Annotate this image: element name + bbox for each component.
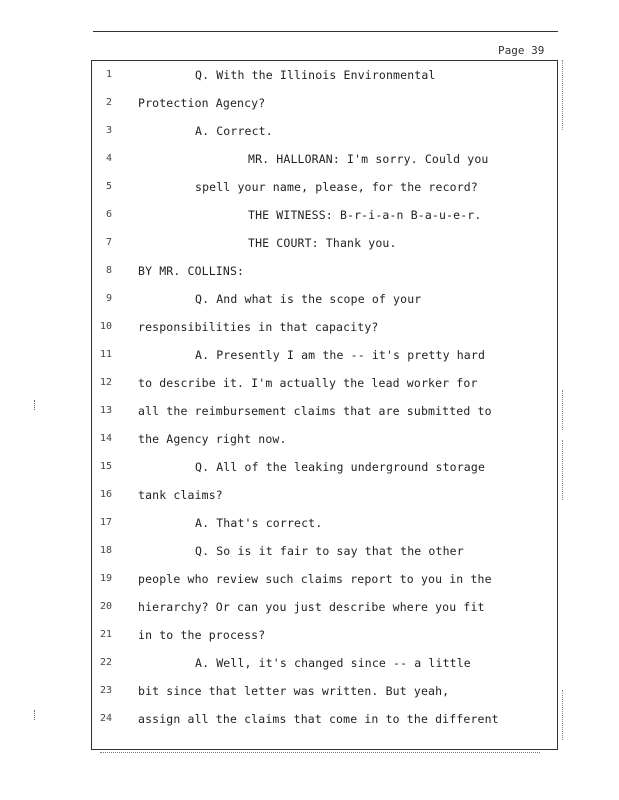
line-text: people who review such claims report to you in the	[138, 572, 492, 586]
transcript-line	[0, 430, 619, 448]
scan-artifact-right	[562, 60, 565, 130]
transcript-line	[0, 94, 619, 112]
line-text: BY MR. COLLINS:	[138, 264, 245, 278]
transcript-line	[0, 654, 619, 672]
line-number: 15	[99, 461, 112, 472]
line-number: 9	[105, 293, 112, 304]
line-text: spell your name, please, for the record?	[195, 180, 478, 194]
line-text: in to the process?	[138, 628, 266, 642]
line-number: 23	[99, 685, 112, 696]
line-number: 22	[99, 657, 112, 668]
line-text: all the reimbursement claims that are submitted to	[138, 404, 492, 418]
transcript-line	[0, 178, 619, 196]
line-text: A. Well, it's changed since -- a little	[195, 656, 471, 670]
transcript-line	[0, 458, 619, 476]
line-text: A. Correct.	[195, 124, 273, 138]
line-text: the Agency right now.	[138, 432, 287, 446]
scan-artifact-left	[34, 400, 37, 410]
transcript-line	[0, 290, 619, 308]
line-text: THE COURT: Thank you.	[248, 236, 397, 250]
transcript-line	[0, 262, 619, 280]
line-text: MR. HALLORAN: I'm sorry. Could you	[248, 152, 489, 166]
line-text: bit since that letter was written. But yeah,	[138, 684, 450, 698]
transcript-line	[0, 598, 619, 616]
transcript-line	[0, 66, 619, 84]
line-text: THE WITNESS: B-r-i-a-n B-a-u-e-r.	[248, 208, 482, 222]
transcript-line	[0, 122, 619, 140]
line-text: Q. All of the leaking underground storage	[195, 460, 486, 474]
line-text: hierarchy? Or can you just describe where you fit	[138, 600, 485, 614]
line-number: 16	[99, 489, 112, 500]
scan-artifact-right	[562, 440, 565, 500]
line-number: 2	[105, 97, 112, 108]
top-rule	[93, 31, 558, 32]
transcript-line	[0, 402, 619, 420]
line-number: 11	[99, 349, 112, 360]
page-number: Page 39	[498, 44, 545, 57]
line-number: 5	[105, 181, 112, 192]
line-text: tank claims?	[138, 488, 223, 502]
transcript-line	[0, 374, 619, 392]
scan-artifact-left	[34, 710, 37, 720]
line-number: 21	[99, 629, 112, 640]
line-number: 17	[99, 517, 112, 528]
scan-artifact-bottom	[100, 752, 540, 753]
line-text: Q. So is it fair to say that the other	[195, 544, 464, 558]
transcript-line	[0, 206, 619, 224]
transcript-line	[0, 346, 619, 364]
transcript-line	[0, 710, 619, 728]
transcript-line	[0, 234, 619, 252]
line-number: 13	[99, 405, 112, 416]
transcript-line	[0, 626, 619, 644]
line-number: 4	[105, 153, 112, 164]
line-number: 20	[99, 601, 112, 612]
line-number: 24	[99, 713, 112, 724]
line-number: 6	[105, 209, 112, 220]
scan-artifact-right	[562, 390, 565, 430]
transcript-line	[0, 150, 619, 168]
line-text: to describe it. I'm actually the lead worker for	[138, 376, 478, 390]
line-number: 12	[99, 377, 112, 388]
line-text: Q. And what is the scope of your	[195, 292, 422, 306]
line-text: Q. With the Illinois Environmental	[195, 68, 436, 82]
line-number: 10	[99, 321, 112, 332]
line-text: Protection Agency?	[138, 96, 266, 110]
transcript-line	[0, 542, 619, 560]
line-number: 3	[105, 125, 112, 136]
line-text: A. That's correct.	[195, 516, 323, 530]
transcript-line	[0, 570, 619, 588]
line-number: 8	[105, 265, 112, 276]
line-text: assign all the claims that come in to the different	[138, 712, 499, 726]
line-number: 7	[105, 237, 112, 248]
line-text: A. Presently I am the -- it's pretty hard	[195, 348, 486, 362]
line-number: 14	[99, 433, 112, 444]
line-number: 18	[99, 545, 112, 556]
line-number: 1	[105, 69, 112, 80]
transcript-line	[0, 486, 619, 504]
line-text: responsibilities in that capacity?	[138, 320, 379, 334]
transcript-line	[0, 682, 619, 700]
transcript-line	[0, 514, 619, 532]
line-number: 19	[99, 573, 112, 584]
scan-artifact-right	[562, 690, 565, 740]
transcript-line	[0, 318, 619, 336]
